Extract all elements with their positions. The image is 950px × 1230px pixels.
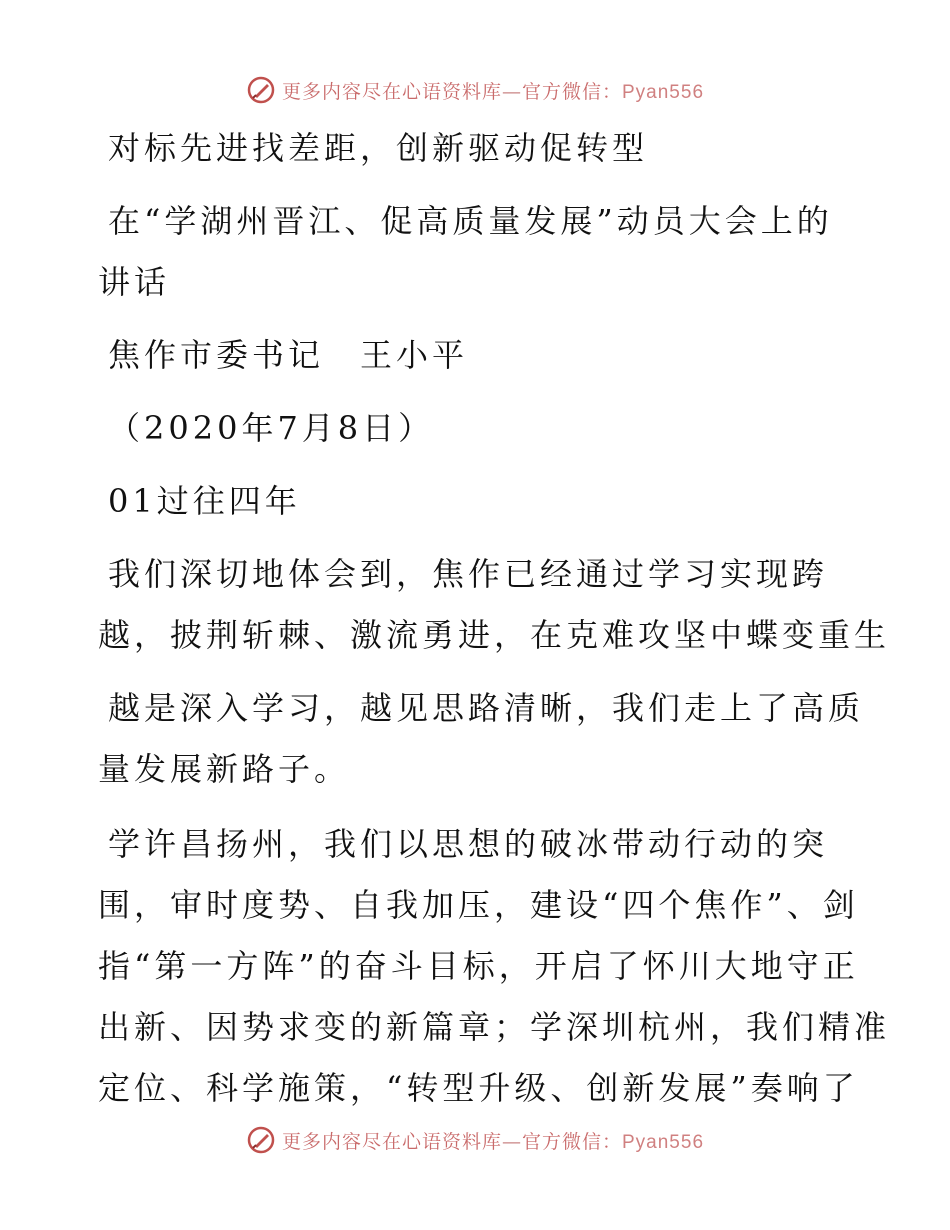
subtitle-line-1: 在“学湖州晋江、促高质量发展”动员大会上的 xyxy=(108,202,833,240)
document-body xyxy=(98,118,891,1119)
subtitle-line-2: 讲话 xyxy=(98,263,171,301)
author-line: 焦作市委书记 王小平 xyxy=(108,336,469,374)
watermark-contact-id: Pyan556 xyxy=(622,81,705,103)
date-line: （2020年7月8日） xyxy=(108,409,435,447)
paragraph-3-line-3: 指“第一方阵”的奋斗目标，开启了怀川大地守正 xyxy=(98,947,859,985)
footer-watermark xyxy=(0,1120,950,1160)
paragraph-3-line-5: 定位、科学施策，“转型升级、创新发展”奏响了 xyxy=(98,1069,859,1107)
quill-logo-icon xyxy=(246,1125,276,1155)
paragraph-1-line-2: 越，披荆斩棘、激流勇进，在克难攻坚中蝶变重生 xyxy=(98,616,891,654)
header-watermark xyxy=(0,70,950,110)
watermark-text: 更多内容尽在心语资料库—官方微信：Pyan556 xyxy=(281,1130,705,1153)
paragraph-3-line-2: 围，审时度势、自我加压，建设“四个焦作”、剑 xyxy=(98,886,859,924)
paragraph-3-line-4: 出新、因势求变的新篇章；学深圳杭州，我们精准 xyxy=(98,1008,891,1046)
paragraph-1-line-1: 我们深切地体会到，焦作已经通过学习实现跨 xyxy=(108,555,829,593)
watermark-text: 更多内容尽在心语资料库—官方微信：Pyan556 xyxy=(281,80,705,103)
paragraph-3-line-1: 学许昌扬州，我们以思想的破冰带动行动的突 xyxy=(108,825,829,863)
paragraph-2-line-2: 量发展新路子。 xyxy=(98,750,351,788)
quill-logo-icon xyxy=(246,75,276,105)
document-title: 对标先进找差距，创新驱动促转型 xyxy=(108,129,649,167)
watermark-contact-id: Pyan556 xyxy=(622,1131,705,1153)
section-heading: 01过往四年 xyxy=(108,482,301,520)
paragraph-2-line-1: 越是深入学习，越见思路清晰，我们走上了高质 xyxy=(108,689,865,727)
